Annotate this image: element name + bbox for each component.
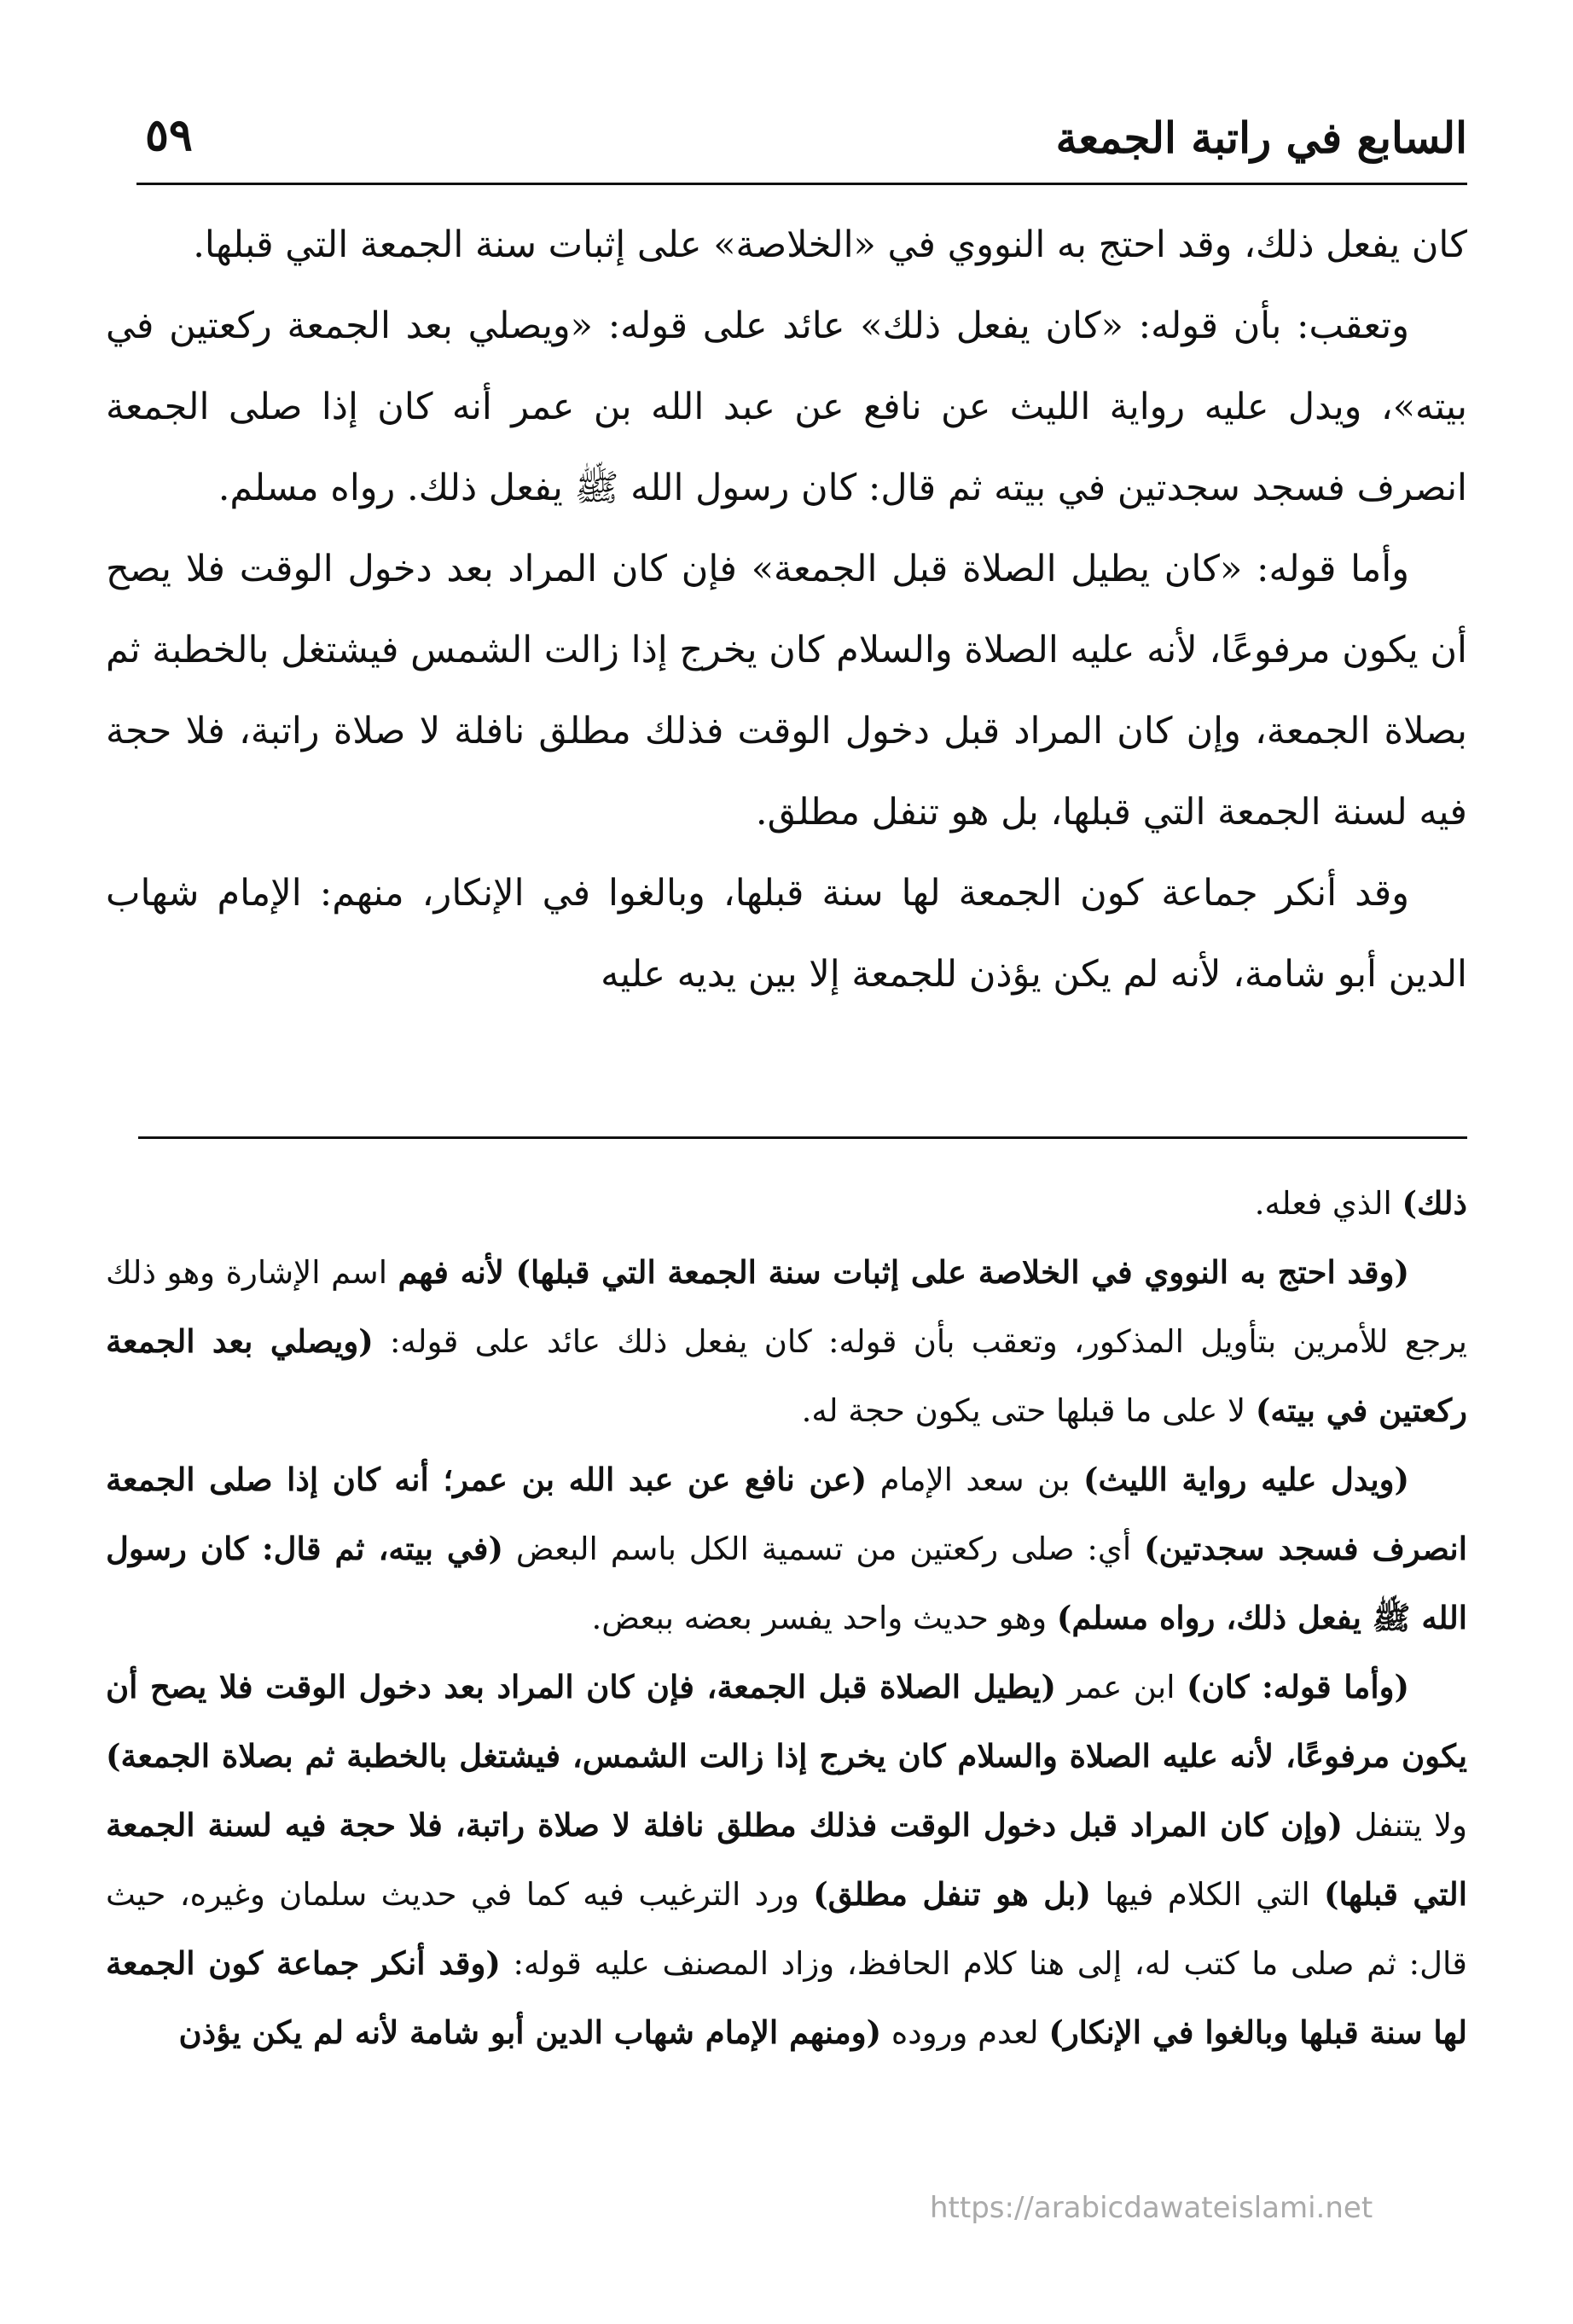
main-text	[106, 205, 1467, 1015]
explanation-text: لعدم وروده	[881, 2014, 1049, 2051]
quoted-text: (عن نافع عن عبد الله بن عمر؛ أنه كان إذا صلى الجمعة انصرف فسجد سجدتين)	[106, 1461, 1467, 1567]
quoted-text: (وقد احتج به النووي في الخلاصة على إثبات سنة الجمعة التي قبلها) لأنه فهم	[398, 1253, 1409, 1291]
quoted-text: ذلك)	[1402, 1184, 1467, 1222]
explanation-text: التي الكلام فيها	[1090, 1876, 1325, 1913]
quoted-text: (وقد أنكر جماعة كون الجمعة لها سنة قبلها وبالغوا في الإنكار)	[106, 1944, 1467, 2051]
main-paragraph: وأما قوله: «كان يطيل الصلاة قبل الجمعة» فإن كان المراد بعد دخول الوقت فلا يصح أن يكون مرفوعًا، لأنه عليه الصلاة والسلام كان يخرج إذا زالت الشمس فيشتغل بالخطبة ثم بصلاة الجمعة، وإن كان المراد قبل دخول الوقت فذلك مطلق نافلة لا صلاة راتبة، فلا حجة فيه لسنة الجمعة التي قبلها، بل هو تنفل مطلق.	[106, 548, 1467, 834]
explanation-text: بن سعد الإمام	[867, 1461, 1084, 1498]
quoted-text: (في بيته، ثم قال: كان رسول الله ﷺ يفعل ذلك، رواه مسلم)	[106, 1530, 1467, 1636]
commentary-paragraph	[106, 1169, 1467, 1238]
explanation-text: اسم الإشارة وهو ذلك يرجع للأمرين بتأويل المذكور، وتعقب بأن قوله: كان يفعل ذلك عائد على قوله:	[106, 1254, 1467, 1360]
commentary-paragraph	[106, 1445, 1467, 1653]
main-paragraph: وتعقب: بأن قوله: «كان يفعل ذلك» عائد على قوله: «ويصلي بعد الجمعة ركعتين في بيته»، ويدل عليه رواية الليث عن نافع عن عبد الله بن عمر أنه كان إذا صلى الجمعة انصرف فسجد سجدتين في بيته ثم قال: كان رسول الله ﷺ يفعل ذلك. رواه مسلم.	[106, 305, 1467, 509]
explanation-text: أي: صلى ركعتين من تسمية الكل باسم البعض	[502, 1531, 1145, 1567]
explanation-text: الذي فعله.	[1254, 1185, 1402, 1222]
quoted-text: (بل هو تنفل مطلق)	[813, 1875, 1091, 1913]
quoted-text: (وإن كان المراد قبل دخول الوقت فذلك مطلق نافلة لا صلاة راتبة، فلا حجة فيه لسنة الجمعة التي قبلها)	[106, 1806, 1467, 1913]
quoted-text: (ويصلي بعد الجمعة ركعتين في بيته)	[106, 1322, 1467, 1429]
explanation-text: ولا يتنفل	[1342, 1807, 1468, 1844]
quoted-text: (وأما قوله: كان)	[1186, 1668, 1409, 1705]
explanation-text: لا على ما قبلها حتى يكون حجة له.	[801, 1392, 1256, 1429]
header-divider	[136, 183, 1467, 185]
commentary-paragraph	[106, 1238, 1467, 1445]
page-header	[136, 109, 1467, 177]
site-watermark: https://arabicdawateislami.net	[930, 2191, 1373, 2225]
quoted-text: (ومنهم الإمام شهاب الدين أبو شامة لأنه لم يكن يؤذن	[178, 2013, 882, 2051]
commentary-text	[106, 1169, 1467, 2067]
quoted-text: (ويدل عليه رواية الليث)	[1083, 1461, 1409, 1498]
main-paragraph: كان يفعل ذلك، وقد احتج به النووي في «الخلاصة» على إثبات سنة الجمعة التي قبلها.	[193, 224, 1467, 266]
chapter-title: السابع في راتبة الجمعة	[1055, 113, 1467, 163]
commentary-paragraph	[106, 1653, 1467, 2067]
main-paragraph: وقد أنكر جماعة كون الجمعة لها سنة قبلها، وبالغوا في الإنكار، منهم: الإمام شهاب الدين أبو شامة، لأنه لم يكن يؤذن للجمعة إلا بين يديه عليه	[106, 872, 1467, 996]
explanation-text: وهو حديث واحد يفسر بعضه ببعض.	[591, 1600, 1057, 1636]
explanation-text: ورد الترغيب فيه كما في حديث سلمان وغيره، حيث قال: ثم صلى ما كتب له، إلى هنا كلام الحافظ، وزاد المصنف عليه قوله:	[106, 1876, 1467, 1982]
explanation-text: ابن عمر	[1055, 1669, 1187, 1705]
quoted-text: (يطيل الصلاة قبل الجمعة، فإن كان المراد بعد دخول الوقت فلا يصح أن يكون مرفوعًا، لأنه عليه الصلاة والسلام كان يخرج إذا زالت الشمس، فيشتغل بالخطبة ثم بصلاة الجمعة)	[106, 1668, 1467, 1775]
page-number: ٥٩	[145, 109, 193, 161]
footnote-divider	[138, 1136, 1467, 1139]
